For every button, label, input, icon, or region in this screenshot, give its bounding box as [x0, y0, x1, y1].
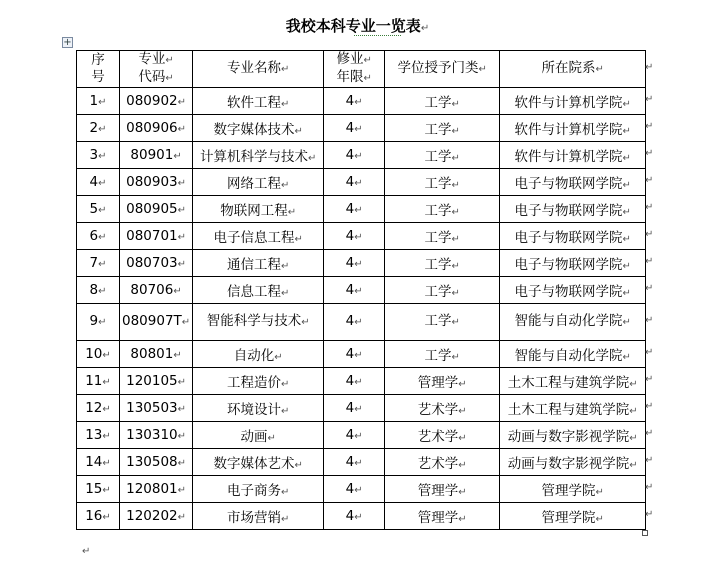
cell-degree[interactable]: 工学↵ [385, 115, 500, 142]
cell-code[interactable]: 080905↵ [120, 196, 193, 223]
cell-college[interactable]: 管理学院↵ [500, 503, 646, 530]
paragraph-mark-icon: ↵ [98, 259, 107, 270]
paragraph-mark-icon: ↵ [177, 97, 187, 108]
cell-degree[interactable]: 工学↵ [385, 250, 500, 277]
cell-years[interactable]: 4↵ [324, 395, 385, 422]
cell-code[interactable]: 080701↵ [120, 223, 193, 250]
cell-index[interactable]: 6↵ [77, 223, 120, 250]
cell-name[interactable]: 网络工程↵ [193, 169, 324, 196]
title-text: 我校本科专业一览表 [285, 17, 421, 35]
cell-years[interactable]: 4↵ [324, 341, 385, 368]
paragraph-mark-icon: ↵ [98, 178, 107, 189]
cell-years[interactable]: 4↵ [324, 368, 385, 395]
cell-index[interactable]: 15↵ [77, 476, 120, 503]
cell-degree[interactable]: 工学↵ [385, 341, 500, 368]
table-row [77, 304, 646, 341]
cell-college[interactable]: 智能与自动化学院↵ [500, 341, 646, 368]
paragraph-mark-icon: ↵ [102, 485, 111, 496]
cell-index[interactable]: 13↵ [77, 422, 120, 449]
cell-college[interactable]: 电子与物联网学院↵ [500, 223, 646, 250]
row-end-mark-icon: ↵ [645, 427, 654, 439]
row-end-mark-icon: ↵ [645, 346, 654, 358]
table-row [77, 395, 646, 422]
cell-years[interactable]: 4↵ [324, 422, 385, 449]
table-row [77, 476, 646, 503]
paragraph-mark-icon: ↵ [267, 433, 276, 444]
paragraph-mark-icon: ↵ [177, 431, 187, 442]
row-end-mark-icon: ↵ [645, 228, 654, 240]
cell-code[interactable]: 80801↵ [120, 341, 193, 368]
paragraph-mark-icon: ↵ [98, 205, 107, 216]
cell-degree[interactable]: 工学↵ [385, 196, 500, 223]
row-end-mark-icon: ↵ [645, 93, 654, 105]
cell-name[interactable]: 软件工程↵ [193, 88, 324, 115]
cell-degree[interactable]: 艺术学↵ [385, 449, 500, 476]
document-title [0, 14, 715, 38]
paragraph-mark-icon: ↵ [173, 350, 182, 361]
cell-years[interactable]: 4↵ [324, 304, 385, 341]
paragraph-mark-icon: ↵ [354, 317, 363, 328]
paragraph-mark-icon: ↵ [354, 151, 363, 162]
paragraph-mark-icon: ↵ [622, 288, 631, 299]
paragraph-mark-icon: ↵ [354, 259, 363, 270]
majors-table [76, 50, 646, 530]
paragraph-mark-icon: ↵ [354, 458, 363, 469]
row-end-mark-icon: ↵ [645, 481, 654, 493]
cell-college[interactable]: 电子与物联网学院↵ [500, 169, 646, 196]
paragraph-mark-icon: ↵ [102, 377, 111, 388]
paragraph-mark-icon: ↵ [181, 317, 191, 328]
cell-college[interactable]: 动画与数字影视学院↵ [500, 449, 646, 476]
paragraph-mark-icon: ↵ [280, 180, 290, 191]
cell-index[interactable]: 12↵ [77, 395, 120, 422]
paragraph-mark-icon: ↵ [98, 124, 107, 135]
paragraph-mark-icon: ↵ [173, 286, 182, 297]
paragraph-mark-icon: ↵ [280, 261, 290, 272]
paragraph-mark-icon: ↵ [98, 317, 107, 328]
cell-college[interactable]: 智能与自动化学院↵ [500, 304, 646, 341]
paragraph-mark-icon: ↵ [102, 458, 111, 469]
paragraph-mark-icon: ↵ [622, 352, 631, 363]
cell-name[interactable]: 电子商务↵ [193, 476, 324, 503]
paragraph-mark-icon: ↵ [177, 178, 187, 189]
cell-code[interactable]: 080903↵ [120, 169, 193, 196]
cell-degree[interactable]: 管理学↵ [385, 476, 500, 503]
table-row [77, 223, 646, 250]
row-end-mark-icon: ↵ [645, 373, 654, 385]
table-row [77, 368, 646, 395]
cell-code[interactable]: 80901↵ [120, 142, 193, 169]
paragraph-mark-icon: ↵ [451, 288, 460, 299]
cell-code[interactable]: 120202↵ [120, 503, 193, 530]
cell-name[interactable]: 智能科学与技术↵ [193, 304, 324, 341]
cell-college[interactable]: 管理学院↵ [500, 476, 646, 503]
paragraph-mark-icon: ↵ [354, 286, 363, 297]
move-handle-icon[interactable]: + [63, 37, 72, 48]
cell-name[interactable]: 电子信息工程↵ [193, 223, 324, 250]
paragraph-mark-icon: ↵ [458, 406, 467, 417]
paragraph-mark-icon: ↵ [451, 317, 460, 328]
cell-degree[interactable]: 工学↵ [385, 169, 500, 196]
paragraph-mark-icon: ↵ [301, 317, 310, 328]
paragraph-mark-icon: ↵ [629, 433, 638, 444]
paragraph-mark-icon: ↵ [622, 261, 631, 272]
cell-code[interactable]: 120801↵ [120, 476, 193, 503]
paragraph-mark-icon: ↵ [98, 151, 107, 162]
paragraph-mark-icon: ↵ [173, 151, 182, 162]
cell-college[interactable]: 动画与数字影视学院↵ [500, 422, 646, 449]
cell-college[interactable]: 电子与物联网学院↵ [500, 277, 646, 304]
row-end-mark-icon: ↵ [645, 282, 654, 294]
cell-index[interactable]: 3↵ [77, 142, 120, 169]
cell-name[interactable]: 数字媒体技术↵ [193, 115, 324, 142]
cell-name[interactable]: 动画↵ [193, 422, 324, 449]
cell-college[interactable]: 软件与计算机学院↵ [500, 142, 646, 169]
header-name: 专业名称↵ [193, 51, 324, 88]
paragraph-mark-icon: ↵ [622, 99, 631, 110]
cell-college[interactable]: 软件与计算机学院↵ [500, 88, 646, 115]
table-row [77, 250, 646, 277]
cell-index[interactable]: 5↵ [77, 196, 120, 223]
table-row [77, 196, 646, 223]
paragraph-mark-icon: ↵ [98, 97, 107, 108]
cell-years[interactable]: 4↵ [324, 277, 385, 304]
cell-index[interactable]: 4↵ [77, 169, 120, 196]
header-row [77, 51, 646, 88]
paragraph-mark-icon: ↵ [354, 350, 363, 361]
cell-index[interactable]: 1↵ [77, 88, 120, 115]
table-row [77, 88, 646, 115]
cell-code[interactable]: 080902↵ [120, 88, 193, 115]
cell-years[interactable]: 4↵ [324, 223, 385, 250]
table-row [77, 503, 646, 530]
paragraph-mark-icon: ↵ [458, 487, 467, 498]
cell-years[interactable]: 4↵ [324, 476, 385, 503]
cell-years[interactable]: 4↵ [324, 88, 385, 115]
cell-years[interactable]: 4↵ [324, 250, 385, 277]
paragraph-mark-icon: ↵ [177, 377, 187, 388]
paragraph-mark-icon: ↵ [177, 232, 187, 243]
cell-name[interactable]: 信息工程↵ [193, 277, 324, 304]
paragraph-mark-icon: ↵ [451, 207, 460, 218]
cell-name[interactable]: 数字媒体艺术↵ [193, 449, 324, 476]
table-row [77, 341, 646, 368]
paragraph-mark-icon: ↵ [354, 124, 363, 135]
paragraph-mark-icon: ↵ [280, 99, 290, 110]
cell-name[interactable]: 自动化↵ [193, 341, 324, 368]
cell-index[interactable]: 10↵ [77, 341, 120, 368]
paragraph-mark-icon: ↵ [354, 178, 363, 189]
cell-code[interactable]: 130310↵ [120, 422, 193, 449]
header-degree: 学位授予门类↵ [385, 51, 500, 88]
paragraph-mark-icon: ↵ [177, 124, 187, 135]
paragraph-mark-icon: ↵ [451, 261, 460, 272]
paragraph-mark-icon: ↵ [294, 460, 303, 471]
cell-name[interactable]: 物联网工程↵ [193, 196, 324, 223]
paragraph-mark-icon: ↵ [622, 317, 631, 328]
cell-name[interactable]: 计算机科学与技术↵ [193, 142, 324, 169]
paragraph-mark-icon: ↵ [595, 514, 604, 525]
paragraph-mark-icon: ↵ [102, 512, 111, 523]
cell-index[interactable]: 14↵ [77, 449, 120, 476]
paragraph-mark-icon: ↵ [354, 205, 363, 216]
cell-degree[interactable]: 工学↵ [385, 88, 500, 115]
cell-years[interactable]: 4↵ [324, 142, 385, 169]
row-end-mark-icon: ↵ [645, 147, 654, 159]
paragraph-mark-icon: ↵ [294, 126, 303, 137]
cell-name[interactable]: 市场营销↵ [193, 503, 324, 530]
cell-code[interactable]: 080906↵ [120, 115, 193, 142]
cell-degree[interactable]: 工学↵ [385, 223, 500, 250]
paragraph-mark-icon: ↵ [177, 259, 187, 270]
paragraph-mark-icon: ↵ [307, 153, 317, 164]
table-row [77, 422, 646, 449]
paragraph-mark-icon: ↵ [294, 234, 303, 245]
paragraph-mark-icon: ↵ [458, 514, 467, 525]
row-end-mark-icon: ↵ [645, 120, 654, 132]
cell-code[interactable]: 130503↵ [120, 395, 193, 422]
paragraph-mark-icon: ↵ [622, 180, 631, 191]
paragraph-mark-icon: ↵ [177, 404, 187, 415]
cell-years[interactable]: 4↵ [324, 196, 385, 223]
paragraph-mark-icon: ↵ [177, 458, 187, 469]
paragraph-mark-icon: ↵ [354, 485, 363, 496]
header-index: 序 号 [77, 51, 120, 88]
paragraph-mark-icon: ↵ [451, 126, 460, 137]
row-end-mark-icon: ↵ [645, 508, 654, 520]
end-paragraph-mark-icon: ↵ [82, 546, 91, 557]
paragraph-mark-icon: ↵ [102, 350, 111, 361]
cell-college[interactable]: 土木工程与建筑学院↵ [500, 395, 646, 422]
cell-name[interactable]: 工程造价↵ [193, 368, 324, 395]
cell-degree[interactable]: 艺术学↵ [385, 395, 500, 422]
cell-years[interactable]: 4↵ [324, 449, 385, 476]
cell-name[interactable]: 通信工程↵ [193, 250, 324, 277]
paragraph-mark-icon: ↵ [280, 514, 290, 525]
cell-years[interactable]: 4↵ [324, 169, 385, 196]
cell-college[interactable]: 电子与物联网学院↵ [500, 196, 646, 223]
paragraph-mark-icon: ↵ [622, 126, 631, 137]
row-end-mark-icon: ↵ [645, 255, 654, 267]
paragraph-mark-icon: ↵ [98, 232, 107, 243]
header-college: 所在院系↵ [500, 51, 646, 88]
paragraph-mark-icon: ↵ [451, 153, 460, 164]
cell-years[interactable]: 4↵ [324, 115, 385, 142]
row-end-mark-icon: ↵ [645, 400, 654, 412]
paragraph-mark-icon: ↵ [280, 406, 290, 417]
cell-code[interactable]: 080907T↵ [120, 304, 193, 341]
cell-index[interactable]: 2↵ [77, 115, 120, 142]
cell-index[interactable]: 16↵ [77, 503, 120, 530]
cell-name[interactable]: 环境设计↵ [193, 395, 324, 422]
row-end-mark-icon: ↵ [645, 61, 654, 73]
cell-code[interactable]: 80706↵ [120, 277, 193, 304]
paragraph-mark-icon: ↵ [287, 207, 297, 218]
table-row [77, 277, 646, 304]
cell-code[interactable]: 080703↵ [120, 250, 193, 277]
row-end-mark-icon: ↵ [645, 201, 654, 213]
paragraph-mark-icon: ↵ [102, 404, 111, 415]
paragraph-mark-icon: ↵ [451, 180, 460, 191]
cell-index[interactable]: 11↵ [77, 368, 120, 395]
paragraph-mark-icon: ↵ [354, 431, 363, 442]
paragraph-mark-icon: ↵ [629, 406, 638, 417]
paragraph-mark-icon: ↵ [280, 379, 290, 390]
cell-degree[interactable]: 管理学↵ [385, 503, 500, 530]
paragraph-mark-icon: ↵ [458, 433, 467, 444]
paragraph-mark-icon: ↵ [451, 352, 460, 363]
cell-college[interactable]: 土木工程与建筑学院↵ [500, 368, 646, 395]
row-end-mark-icon: ↵ [645, 454, 654, 466]
paragraph-mark-icon: ↵ [177, 485, 187, 496]
cell-index[interactable]: 8↵ [77, 277, 120, 304]
paragraph-mark-icon: ↵ [102, 431, 111, 442]
header-years: 修业↵ 年限↵ [324, 51, 385, 88]
paragraph-mark-icon: ↵ [622, 207, 631, 218]
cell-degree[interactable]: 艺术学↵ [385, 422, 500, 449]
row-end-mark-icon: ↵ [645, 174, 654, 186]
paragraph-mark-icon: ↵ [458, 379, 467, 390]
paragraph-mark-icon: ↵ [451, 99, 460, 110]
header-code: 专业↵ 代码↵ [120, 51, 193, 88]
cell-degree[interactable]: 工学↵ [385, 304, 500, 341]
table-row [77, 142, 646, 169]
paragraph-mark-icon: ↵ [451, 234, 460, 245]
paragraph-mark-icon: ↵ [354, 404, 363, 415]
cell-college[interactable]: 电子与物联网学院↵ [500, 250, 646, 277]
paragraph-mark-icon: ↵ [629, 460, 638, 471]
paragraph-mark-icon: ↵ [354, 512, 363, 523]
cell-degree[interactable]: 工学↵ [385, 142, 500, 169]
paragraph-mark-icon: ↵ [280, 487, 290, 498]
paragraph-mark-icon: ↵ [354, 377, 363, 388]
cell-degree[interactable]: 管理学↵ [385, 368, 500, 395]
table-row [77, 449, 646, 476]
cell-code[interactable]: 130508↵ [120, 449, 193, 476]
paragraph-mark-icon: ↵ [420, 23, 430, 34]
cell-degree[interactable]: 工学↵ [385, 277, 500, 304]
paragraph-mark-icon: ↵ [98, 286, 107, 297]
paragraph-mark-icon: ↵ [280, 288, 290, 299]
paragraph-mark-icon: ↵ [622, 153, 631, 164]
table-resize-handle[interactable] [642, 530, 648, 536]
cell-index[interactable]: 7↵ [77, 250, 120, 277]
cell-code[interactable]: 120105↵ [120, 368, 193, 395]
paragraph-mark-icon: ↵ [595, 487, 604, 498]
paragraph-mark-icon: ↵ [629, 379, 638, 390]
cell-index[interactable]: 9↵ [77, 304, 120, 341]
table-row [77, 169, 646, 196]
paragraph-mark-icon: ↵ [622, 234, 631, 245]
row-end-mark-icon: ↵ [645, 314, 654, 326]
paragraph-mark-icon: ↵ [458, 460, 467, 471]
cell-years[interactable]: 4↵ [324, 503, 385, 530]
cell-college[interactable]: 软件与计算机学院↵ [500, 115, 646, 142]
paragraph-mark-icon: ↵ [354, 232, 363, 243]
table-row [77, 115, 646, 142]
paragraph-mark-icon: ↵ [354, 97, 363, 108]
paragraph-mark-icon: ↵ [274, 352, 283, 363]
paragraph-mark-icon: ↵ [177, 512, 187, 523]
paragraph-mark-icon: ↵ [177, 205, 187, 216]
